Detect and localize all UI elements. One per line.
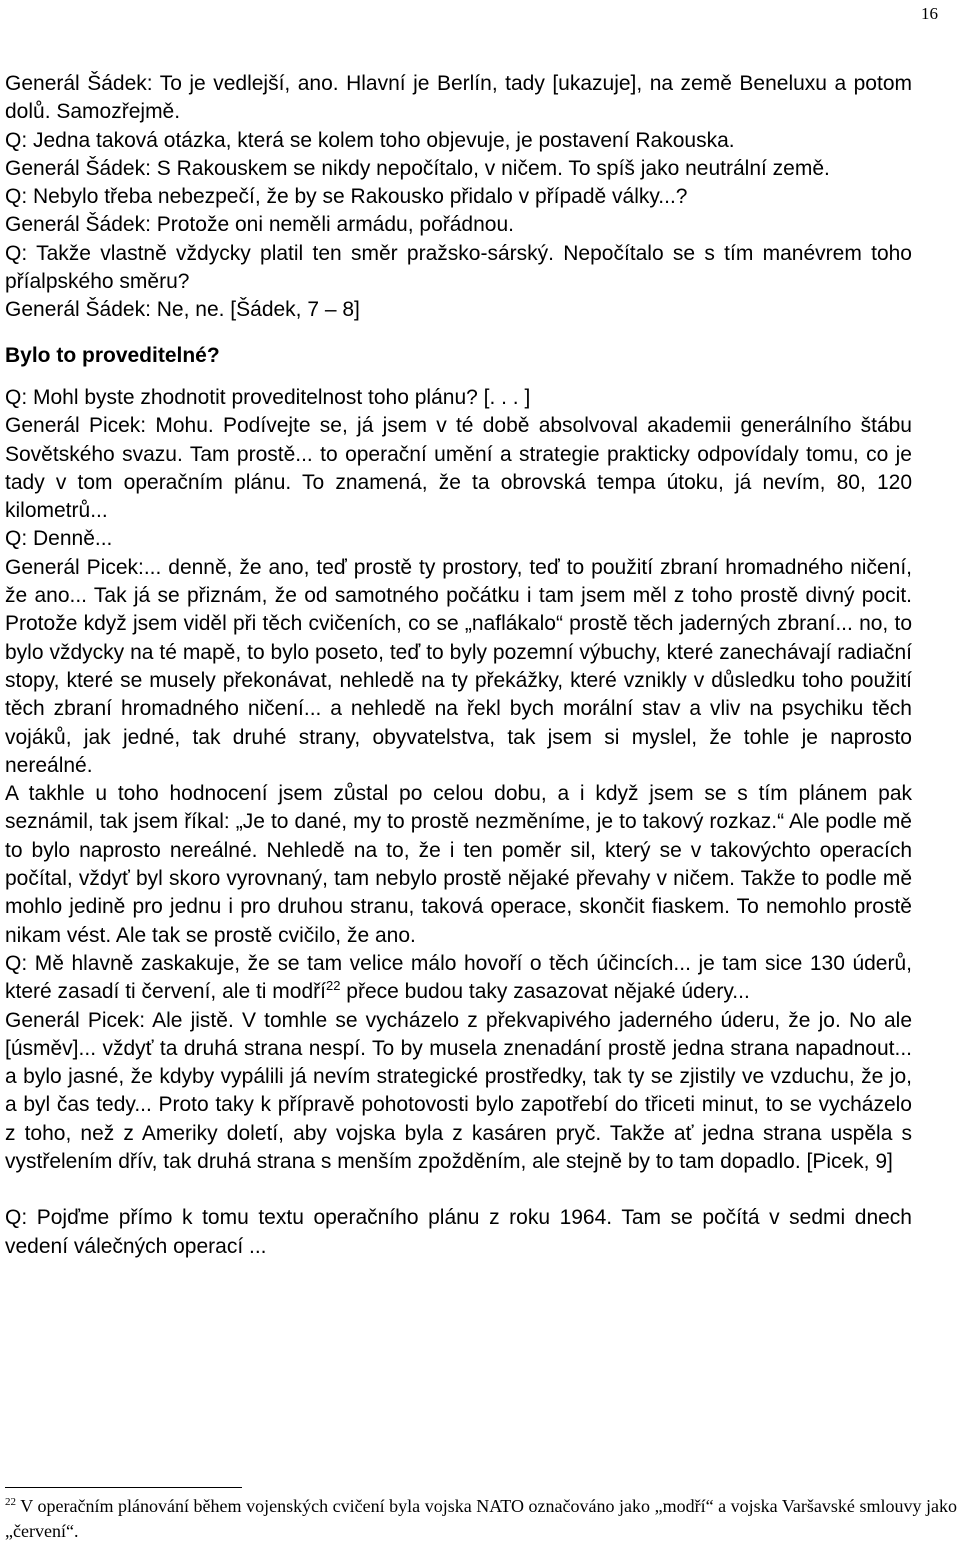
footnote-number: 22 — [5, 1496, 16, 1508]
text-run: Q: Mě hlavně zaskakuje, že se tam velice málo hovoří o těch účincích... je tam sice 130 úderů, které zasadí ti červení, ale ti modří — [5, 951, 912, 1004]
paragraph: Q: Denně... — [5, 527, 113, 551]
paragraph: Generál Šádek: Ne, ne. [Šádek, 7 – 8] — [5, 298, 360, 322]
footnote-reference[interactable]: 22 — [325, 978, 341, 994]
text-run: přece budou taky zasazovat nějaké údery... — [340, 980, 750, 1004]
paragraph: Generál Picek:... denně, že ano, teď prostě ty prostory, teď to použití zbraní hromadného ničení, že ano... Tak já se přiznám, že od samotného počátku i tam jsem měl z toho prostě divný pocit. Protože když jsem viděl při těch cvičeních, co se „naflákalo“ prostě těch jaderných zbraní... no, to bylo vždycky na té mapě, to bylo poseto, teď to byly pozemní výbuchy, které zanechávají radiační stopy, které se musely překonávat, nehledě na ty překážky, které vznikly v důsledku toho použití těch zbraní hromadného ničení... a nehledě na řekl bych morální stav a vliv na psychiku těch vojáků, jak jedné, tak druhé strany, obyvatelstva, tak jsem si myslel, že tohle je naprosto nereálné. — [5, 555, 912, 777]
footnote-text: V operačním plánování během vojenských cvičení byla vojska NATO označováno jako „modří“ a vojska Varšavské smlouvy jako „červení“. — [5, 1496, 957, 1541]
paragraph: Q: Mohl byste zhodnotit proveditelnost toho plánu? [. . . ] — [5, 385, 531, 409]
paragraph: Generál Picek: Mohu. Podívejte se, já jsem v té době absolvoval akademii generálního štábu Sovětského svazu. Tam prostě... to operační umění a strategie prakticky odpovídaly tomu, co je tady v tom operačním plánu. To znamená, že ta obrovská tempa útoku, já nevím, 80, 120 kilometrů... — [5, 414, 912, 523]
footnote — [5, 1494, 957, 1543]
paragraph: Q: Takže vlastně vždycky platil ten směr pražsko-sárský. Nepočítalo se s tím manévrem toho příalpského směru? — [5, 241, 912, 294]
paragraph: Generál Šádek: To je vedlejší, ano. Hlavní je Berlín, tady [ukazuje], na země Beneluxu a potom dolů. Samozřejmě. — [5, 72, 912, 124]
section-heading: Bylo to proveditelné? — [5, 343, 220, 367]
page-number: 16 — [921, 4, 938, 23]
paragraph: Q: Pojďme přímo k tomu textu operačního plánu z roku 1964. Tam se počítá v sedmi dnech vedení válečných operací ... — [5, 1206, 912, 1258]
footnote-separator — [5, 1487, 242, 1488]
paragraph: Q: Nebylo třeba nebezpečí, že by se Rakousko přidalo v případě války...? — [5, 185, 688, 209]
paragraph: A takhle u toho hodnocení jsem zůstal po celou dobu, a i když jsem se s tím plánem pak seznámil, tak jsem říkal: „Je to dané, my to prostě nezměníme, je to takový rozkaz.“ Ale podle mě to bylo naprosto nereálné. Nehledě na to, že i ten poměr sil, který se v takovýchto operacích počítal, vždyť byl skoro vyrovnaný, tam nebylo prostě nějaké převahy v ničem. Takže to podle mě mohlo jedině pro jednu i pro druhou stranu, taková operace, skončit fiaskem. To nemohlo prostě nikam vést. Ale tak se prostě cvičilo, že ano. — [5, 782, 912, 947]
document-body — [5, 70, 912, 1261]
paragraph: Generál Šádek: Protože oni neměli armádu, pořádnou. — [5, 213, 514, 237]
paragraph: Q: Jedna taková otázka, která se kolem toho objevuje, je postavení Rakouska. — [5, 128, 735, 152]
paragraph: Generál Šádek: S Rakouskem se nikdy nepočítalo, v ničem. To spíš jako neutrální země. — [5, 156, 830, 180]
paragraph: Generál Picek: Ale jistě. V tomhle se vycházelo z překvapivého jaderného úderu, že jo. No ale [úsměv]... vždyť ta druhá strana nespí. To by musela znenadání prostě jedna strana napadnout... a bylo jasné, že kdyby vypálili já nevím strategické prostředky, tak ty se zjistily ve vzduchu, že jo, a byl čas tedy... Proto taky k přípravě pohotovosti bylo zapotřebí do třiceti minut, to se vycházelo z toho, než z Ameriky doletí, aby vojska byla z kasáren pryč. Takže ať jedna strana uspěla s vystřelením dřív, tak druhá strana s menším zpožděním, ale stejně by to tam dopadlo. [Picek, 9] — [5, 1008, 912, 1173]
paragraph-with-footnote — [5, 950, 912, 1007]
